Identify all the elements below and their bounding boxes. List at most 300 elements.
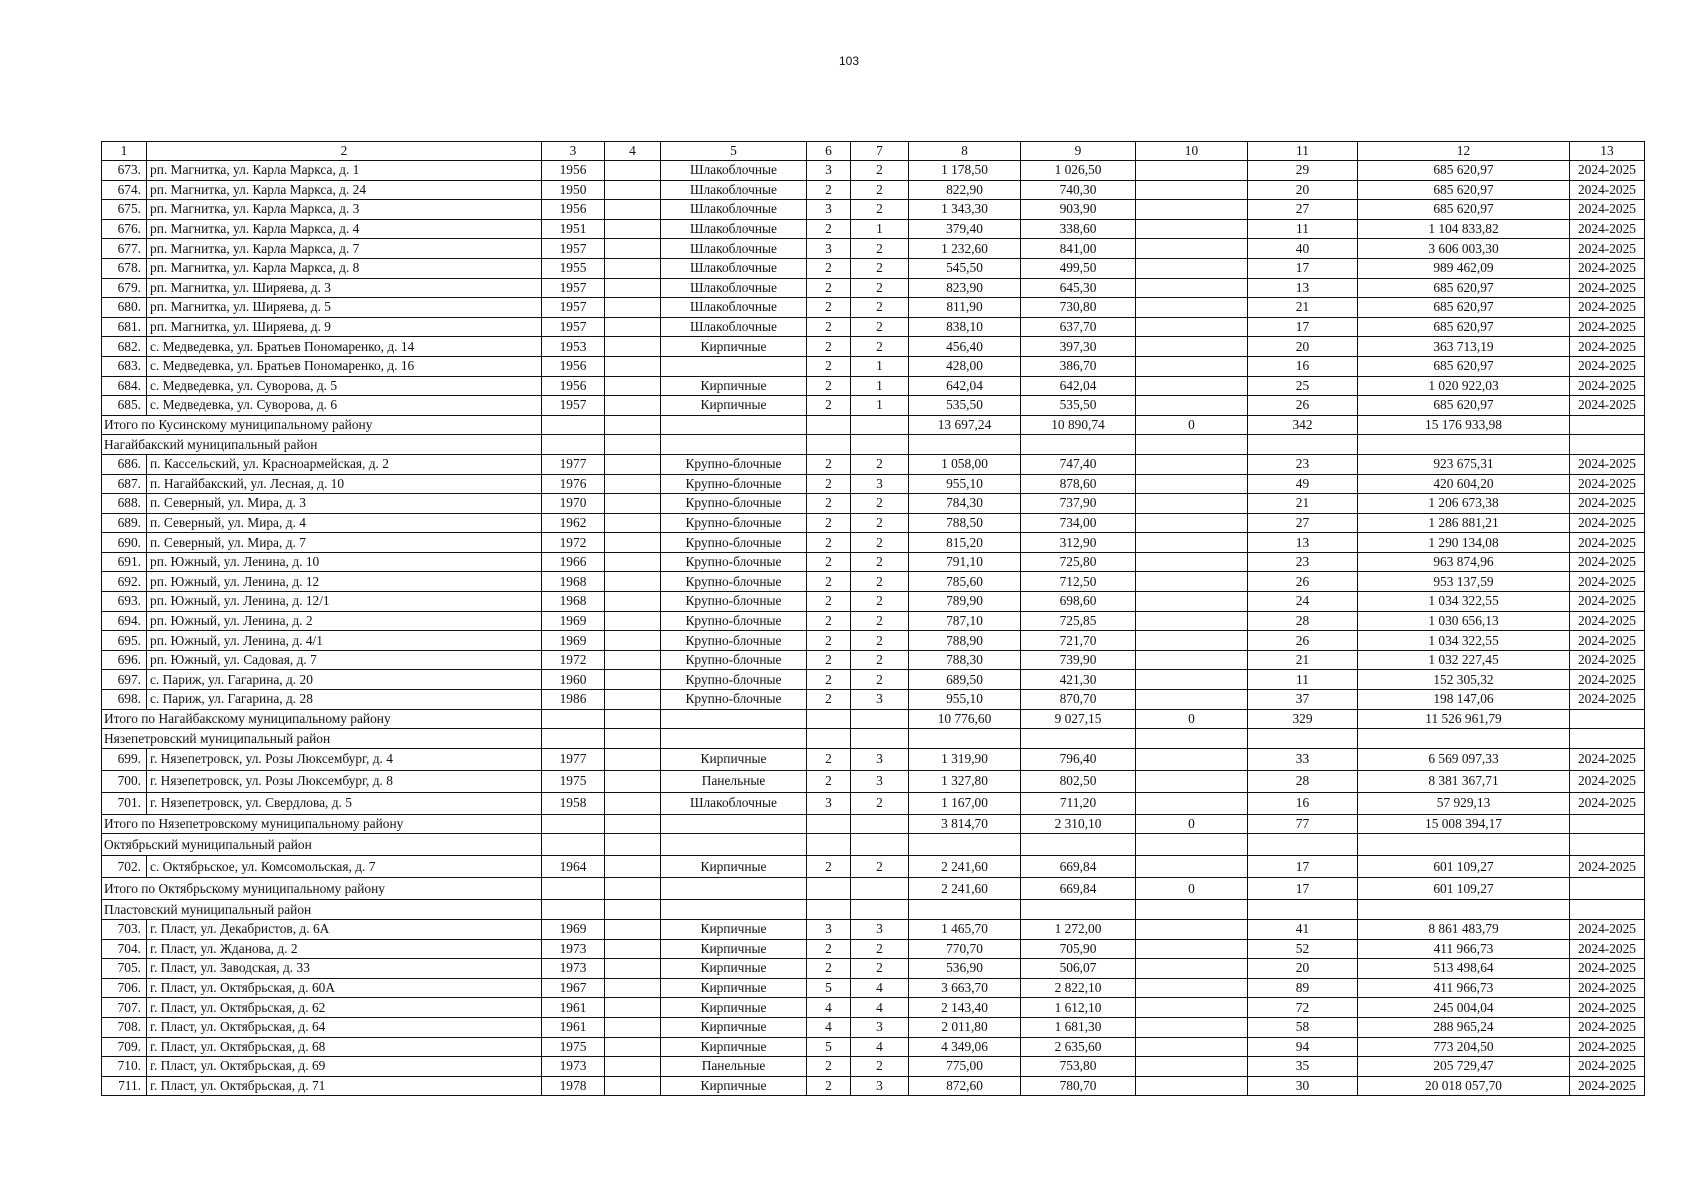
repair-cost: 6 569 097,33: [1358, 748, 1570, 770]
row-number: 682.: [102, 337, 147, 357]
district-header-row: [102, 900, 1645, 920]
year-built: 1978: [542, 1076, 605, 1096]
entrances-count: 2: [851, 258, 909, 278]
wall-material: Шлакоблочные: [661, 219, 807, 239]
total-area: 770,70: [909, 939, 1021, 959]
floors-count: 3: [807, 200, 851, 220]
repair-period: 2024-2025: [1570, 770, 1645, 792]
repair-period: 2024-2025: [1570, 454, 1645, 474]
total-area: 789,90: [909, 592, 1021, 612]
table-row: [102, 317, 1645, 337]
floors-count: 2: [807, 533, 851, 553]
wall-material: Шлакоблочные: [661, 792, 807, 814]
repair-cost: 1 286 881,21: [1358, 513, 1570, 533]
empty-cell: [807, 709, 851, 729]
empty-cell: [1358, 729, 1570, 749]
row-number: 676.: [102, 219, 147, 239]
year-built: 1957: [542, 239, 605, 259]
entrances-count: 2: [851, 533, 909, 553]
total-area: 955,10: [909, 474, 1021, 494]
floors-count: 2: [807, 856, 851, 878]
repair-period: 2024-2025: [1570, 161, 1645, 181]
entrances-count: 2: [851, 513, 909, 533]
table-row: [102, 180, 1645, 200]
housing-register-table: [101, 141, 1645, 1096]
living-area: 870,70: [1021, 690, 1136, 710]
entrances-count: 2: [851, 611, 909, 631]
floors-count: 3: [807, 920, 851, 940]
repair-cost: 601 109,27: [1358, 878, 1570, 900]
address-cell: г. Пласт, ул. Октябрьская, д. 71: [147, 1076, 542, 1096]
column-4-cell: [605, 978, 661, 998]
total-area: 787,10: [909, 611, 1021, 631]
residents-count: 21: [1248, 494, 1358, 514]
residents-count: 13: [1248, 533, 1358, 553]
residents-count: 13: [1248, 278, 1358, 298]
living-area: 878,60: [1021, 474, 1136, 494]
wall-material: Крупно-блочные: [661, 552, 807, 572]
residents-count: 26: [1248, 396, 1358, 416]
table-row: [102, 978, 1645, 998]
entrances-count: 2: [851, 856, 909, 878]
wall-material: Кирпичные: [661, 1017, 807, 1037]
empty-cell: [661, 415, 807, 435]
residents-count: 17: [1248, 258, 1358, 278]
year-built: 1967: [542, 978, 605, 998]
column-4-cell: [605, 317, 661, 337]
floors-count: 2: [807, 317, 851, 337]
row-number: 699.: [102, 748, 147, 770]
residents-count: 17: [1248, 856, 1358, 878]
table-row: [102, 1076, 1645, 1096]
living-area: 338,60: [1021, 219, 1136, 239]
repair-cost: 20 018 057,70: [1358, 1076, 1570, 1096]
year-built: 1956: [542, 356, 605, 376]
empty-cell: [1021, 834, 1136, 856]
repair-period: 2024-2025: [1570, 572, 1645, 592]
table-row: [102, 494, 1645, 514]
repair-period: 2024-2025: [1570, 939, 1645, 959]
district-total-label: Итого по Октябрьскому муниципальному району: [102, 878, 542, 900]
living-area: 753,80: [1021, 1057, 1136, 1077]
wall-material: Крупно-блочные: [661, 533, 807, 553]
total-area: 1 167,00: [909, 792, 1021, 814]
wall-material: Крупно-блочные: [661, 611, 807, 631]
row-number: 698.: [102, 690, 147, 710]
column-4-cell: [605, 219, 661, 239]
wall-material: Шлакоблочные: [661, 161, 807, 181]
address-cell: г. Нязепетровск, ул. Розы Люксембург, д. 4: [147, 748, 542, 770]
empty-cell: [661, 729, 807, 749]
column-10-cell: [1136, 572, 1248, 592]
column-header: 9: [1021, 142, 1136, 161]
repair-period: 2024-2025: [1570, 200, 1645, 220]
column-4-cell: [605, 939, 661, 959]
empty-cell: [807, 729, 851, 749]
district-header-row: [102, 834, 1645, 856]
repair-cost: 288 965,24: [1358, 1017, 1570, 1037]
total-area: 872,60: [909, 1076, 1021, 1096]
address-cell: рп. Южный, ул. Ленина, д. 2: [147, 611, 542, 631]
floors-count: 2: [807, 770, 851, 792]
total-area: 1 058,00: [909, 454, 1021, 474]
row-number: 693.: [102, 592, 147, 612]
column-10-cell: [1136, 939, 1248, 959]
wall-material: Шлакоблочные: [661, 278, 807, 298]
living-area: 2 822,10: [1021, 978, 1136, 998]
empty-cell: [1248, 900, 1358, 920]
row-number: 703.: [102, 920, 147, 940]
living-area: 747,40: [1021, 454, 1136, 474]
repair-cost: 963 874,96: [1358, 552, 1570, 572]
total-area: 838,10: [909, 317, 1021, 337]
empty-cell: [605, 814, 661, 834]
entrances-count: 2: [851, 670, 909, 690]
wall-material: Шлакоблочные: [661, 180, 807, 200]
living-area: 712,50: [1021, 572, 1136, 592]
column-header: 6: [807, 142, 851, 161]
living-area: 2 310,10: [1021, 814, 1136, 834]
wall-material: Крупно-блочные: [661, 474, 807, 494]
row-number: 702.: [102, 856, 147, 878]
empty-cell: [542, 814, 605, 834]
floors-count: 2: [807, 959, 851, 979]
year-built: 1966: [542, 552, 605, 572]
empty-cell: [807, 900, 851, 920]
wall-material: Шлакоблочные: [661, 317, 807, 337]
row-number: 691.: [102, 552, 147, 572]
repair-period: 2024-2025: [1570, 474, 1645, 494]
floors-count: 2: [807, 337, 851, 357]
residents-count: 23: [1248, 454, 1358, 474]
empty-cell: [1021, 729, 1136, 749]
wall-material: Кирпичные: [661, 748, 807, 770]
empty-cell: [851, 415, 909, 435]
column-10-cell: 0: [1136, 878, 1248, 900]
living-area: 10 890,74: [1021, 415, 1136, 435]
empty-cell: [661, 834, 807, 856]
entrances-count: 3: [851, 748, 909, 770]
column-4-cell: [605, 278, 661, 298]
entrances-count: 4: [851, 978, 909, 998]
entrances-count: 2: [851, 454, 909, 474]
address-cell: с. Медведевка, ул. Суворова, д. 6: [147, 396, 542, 416]
column-header: 2: [147, 142, 542, 161]
column-10-cell: [1136, 920, 1248, 940]
residents-count: 40: [1248, 239, 1358, 259]
address-cell: рп. Магнитка, ул. Карла Маркса, д. 4: [147, 219, 542, 239]
column-4-cell: [605, 959, 661, 979]
floors-count: 2: [807, 631, 851, 651]
residents-count: 94: [1248, 1037, 1358, 1057]
residents-count: 342: [1248, 415, 1358, 435]
district-name: Пластовский муниципальный район: [102, 900, 542, 920]
column-4-cell: [605, 533, 661, 553]
residents-count: 58: [1248, 1017, 1358, 1037]
living-area: 698,60: [1021, 592, 1136, 612]
wall-material: Кирпичные: [661, 939, 807, 959]
living-area: 734,00: [1021, 513, 1136, 533]
column-4-cell: [605, 1017, 661, 1037]
living-area: 796,40: [1021, 748, 1136, 770]
repair-cost: 363 713,19: [1358, 337, 1570, 357]
year-built: 1957: [542, 317, 605, 337]
residents-count: 11: [1248, 219, 1358, 239]
living-area: 1 681,30: [1021, 1017, 1136, 1037]
table-row: [102, 474, 1645, 494]
address-cell: рп. Магнитка, ул. Карла Маркса, д. 8: [147, 258, 542, 278]
repair-period: 2024-2025: [1570, 998, 1645, 1018]
empty-cell: [605, 415, 661, 435]
table-row: [102, 239, 1645, 259]
empty-cell: [1358, 834, 1570, 856]
table-row: [102, 770, 1645, 792]
total-area: 788,90: [909, 631, 1021, 651]
column-10-cell: [1136, 180, 1248, 200]
living-area: 903,90: [1021, 200, 1136, 220]
table-row: [102, 396, 1645, 416]
repair-cost: 411 966,73: [1358, 939, 1570, 959]
column-10-cell: [1136, 474, 1248, 494]
floors-count: 2: [807, 690, 851, 710]
floors-count: 5: [807, 978, 851, 998]
column-4-cell: [605, 396, 661, 416]
year-built: 1969: [542, 611, 605, 631]
repair-period: 2024-2025: [1570, 1076, 1645, 1096]
wall-material: Панельные: [661, 1057, 807, 1077]
table-row: [102, 219, 1645, 239]
year-built: 1973: [542, 959, 605, 979]
year-built: 1955: [542, 258, 605, 278]
empty-cell: [1248, 435, 1358, 455]
year-built: 1956: [542, 376, 605, 396]
empty-cell: [851, 900, 909, 920]
total-area: 785,60: [909, 572, 1021, 592]
floors-count: 5: [807, 1037, 851, 1057]
wall-material: Крупно-блочные: [661, 592, 807, 612]
repair-period: 2024-2025: [1570, 219, 1645, 239]
address-cell: с. Медведевка, ул. Братьев Пономаренко, д. 16: [147, 356, 542, 376]
address-cell: г. Пласт, ул. Заводская, д. 33: [147, 959, 542, 979]
floors-count: 3: [807, 792, 851, 814]
repair-period: 2024-2025: [1570, 670, 1645, 690]
row-number: 686.: [102, 454, 147, 474]
address-cell: г. Пласт, ул. Октябрьская, д. 60А: [147, 978, 542, 998]
repair-period: 2024-2025: [1570, 1017, 1645, 1037]
entrances-count: 3: [851, 770, 909, 792]
repair-period: 2024-2025: [1570, 356, 1645, 376]
column-4-cell: [605, 513, 661, 533]
district-total-row: [102, 814, 1645, 834]
residents-count: 24: [1248, 592, 1358, 612]
address-cell: рп. Магнитка, ул. Карла Маркса, д. 24: [147, 180, 542, 200]
floors-count: 2: [807, 513, 851, 533]
repair-cost: 1 034 322,55: [1358, 592, 1570, 612]
district-total-label: Итого по Нязепетровскому муниципальному району: [102, 814, 542, 834]
empty-cell: [605, 729, 661, 749]
address-cell: п. Северный, ул. Мира, д. 4: [147, 513, 542, 533]
entrances-count: 2: [851, 959, 909, 979]
empty-cell: [1136, 834, 1248, 856]
wall-material: Крупно-блочные: [661, 690, 807, 710]
repair-period: 2024-2025: [1570, 978, 1645, 998]
column-4-cell: [605, 572, 661, 592]
row-number: 711.: [102, 1076, 147, 1096]
column-4-cell: [605, 1076, 661, 1096]
row-number: 689.: [102, 513, 147, 533]
address-cell: с. Октябрьское, ул. Комсомольская, д. 7: [147, 856, 542, 878]
repair-period: 2024-2025: [1570, 180, 1645, 200]
repair-period: 2024-2025: [1570, 959, 1645, 979]
column-4-cell: [605, 298, 661, 318]
empty-cell: [542, 729, 605, 749]
column-10-cell: [1136, 239, 1248, 259]
empty-cell: [851, 709, 909, 729]
living-area: 312,90: [1021, 533, 1136, 553]
column-10-cell: [1136, 200, 1248, 220]
column-10-cell: 0: [1136, 814, 1248, 834]
empty-cell: [909, 900, 1021, 920]
address-cell: рп. Магнитка, ул. Ширяева, д. 9: [147, 317, 542, 337]
wall-material: Кирпичные: [661, 978, 807, 998]
address-cell: п. Кассельский, ул. Красноармейская, д. 2: [147, 454, 542, 474]
floors-count: 2: [807, 180, 851, 200]
floors-count: 3: [807, 239, 851, 259]
address-cell: с. Париж, ул. Гагарина, д. 28: [147, 690, 542, 710]
entrances-count: 2: [851, 650, 909, 670]
repair-cost: 685 620,97: [1358, 396, 1570, 416]
empty-cell: [1570, 415, 1645, 435]
total-area: 10 776,60: [909, 709, 1021, 729]
total-area: 1 327,80: [909, 770, 1021, 792]
column-4-cell: [605, 690, 661, 710]
residents-count: 20: [1248, 337, 1358, 357]
wall-material: Крупно-блочные: [661, 670, 807, 690]
repair-cost: 1 032 227,45: [1358, 650, 1570, 670]
table-row: [102, 939, 1645, 959]
empty-cell: [542, 415, 605, 435]
year-built: 1951: [542, 219, 605, 239]
repair-cost: 11 526 961,79: [1358, 709, 1570, 729]
repair-cost: 245 004,04: [1358, 998, 1570, 1018]
repair-cost: 601 109,27: [1358, 856, 1570, 878]
repair-period: 2024-2025: [1570, 650, 1645, 670]
living-area: 1 026,50: [1021, 161, 1136, 181]
wall-material: [661, 356, 807, 376]
address-cell: п. Северный, ул. Мира, д. 3: [147, 494, 542, 514]
year-built: 1975: [542, 1037, 605, 1057]
district-name: Нязепетровский муниципальный район: [102, 729, 542, 749]
entrances-count: 4: [851, 998, 909, 1018]
total-area: 689,50: [909, 670, 1021, 690]
column-4-cell: [605, 1057, 661, 1077]
total-area: 535,50: [909, 396, 1021, 416]
living-area: 669,84: [1021, 856, 1136, 878]
column-10-cell: [1136, 748, 1248, 770]
column-header: 4: [605, 142, 661, 161]
empty-cell: [807, 435, 851, 455]
total-area: 788,50: [909, 513, 1021, 533]
total-area: 1 343,30: [909, 200, 1021, 220]
column-header: 1: [102, 142, 147, 161]
repair-cost: 685 620,97: [1358, 298, 1570, 318]
wall-material: Шлакоблочные: [661, 239, 807, 259]
floors-count: 2: [807, 650, 851, 670]
column-10-cell: [1136, 219, 1248, 239]
living-area: 421,30: [1021, 670, 1136, 690]
repair-period: 2024-2025: [1570, 1037, 1645, 1057]
district-total-row: [102, 878, 1645, 900]
floors-count: 2: [807, 572, 851, 592]
column-4-cell: [605, 454, 661, 474]
total-area: 784,30: [909, 494, 1021, 514]
total-area: 2 143,40: [909, 998, 1021, 1018]
entrances-count: 1: [851, 396, 909, 416]
living-area: 669,84: [1021, 878, 1136, 900]
residents-count: 21: [1248, 298, 1358, 318]
empty-cell: [807, 415, 851, 435]
district-total-row: [102, 709, 1645, 729]
entrances-count: 2: [851, 180, 909, 200]
column-10-cell: [1136, 376, 1248, 396]
empty-cell: [807, 834, 851, 856]
address-cell: рп. Магнитка, ул. Карла Маркса, д. 7: [147, 239, 542, 259]
column-header: 7: [851, 142, 909, 161]
row-number: 700.: [102, 770, 147, 792]
empty-cell: [851, 834, 909, 856]
table-row: [102, 670, 1645, 690]
address-cell: г. Нязепетровск, ул. Розы Люксембург, д. 8: [147, 770, 542, 792]
year-built: 1968: [542, 592, 605, 612]
row-number: 685.: [102, 396, 147, 416]
empty-cell: [1248, 729, 1358, 749]
empty-cell: [1021, 435, 1136, 455]
empty-cell: [1570, 814, 1645, 834]
floors-count: 2: [807, 1057, 851, 1077]
repair-period: 2024-2025: [1570, 856, 1645, 878]
total-area: 3 814,70: [909, 814, 1021, 834]
empty-cell: [1570, 435, 1645, 455]
address-cell: с. Медведевка, ул. Суворова, д. 5: [147, 376, 542, 396]
repair-cost: 3 606 003,30: [1358, 239, 1570, 259]
entrances-count: 2: [851, 552, 909, 572]
row-number: 710.: [102, 1057, 147, 1077]
column-10-cell: [1136, 533, 1248, 553]
residents-count: 29: [1248, 161, 1358, 181]
column-10-cell: [1136, 454, 1248, 474]
floors-count: 2: [807, 376, 851, 396]
column-10-cell: [1136, 1037, 1248, 1057]
repair-period: 2024-2025: [1570, 592, 1645, 612]
empty-cell: [1136, 729, 1248, 749]
floors-count: 2: [807, 298, 851, 318]
living-area: 506,07: [1021, 959, 1136, 979]
table-row: [102, 1017, 1645, 1037]
district-header-row: [102, 435, 1645, 455]
residents-count: 89: [1248, 978, 1358, 998]
column-10-cell: [1136, 317, 1248, 337]
table-row: [102, 356, 1645, 376]
table-row: [102, 278, 1645, 298]
living-area: 730,80: [1021, 298, 1136, 318]
column-4-cell: [605, 748, 661, 770]
year-built: 1975: [542, 770, 605, 792]
total-area: 1 319,90: [909, 748, 1021, 770]
entrances-count: 2: [851, 494, 909, 514]
floors-count: 2: [807, 474, 851, 494]
living-area: 780,70: [1021, 1076, 1136, 1096]
table-row: [102, 513, 1645, 533]
